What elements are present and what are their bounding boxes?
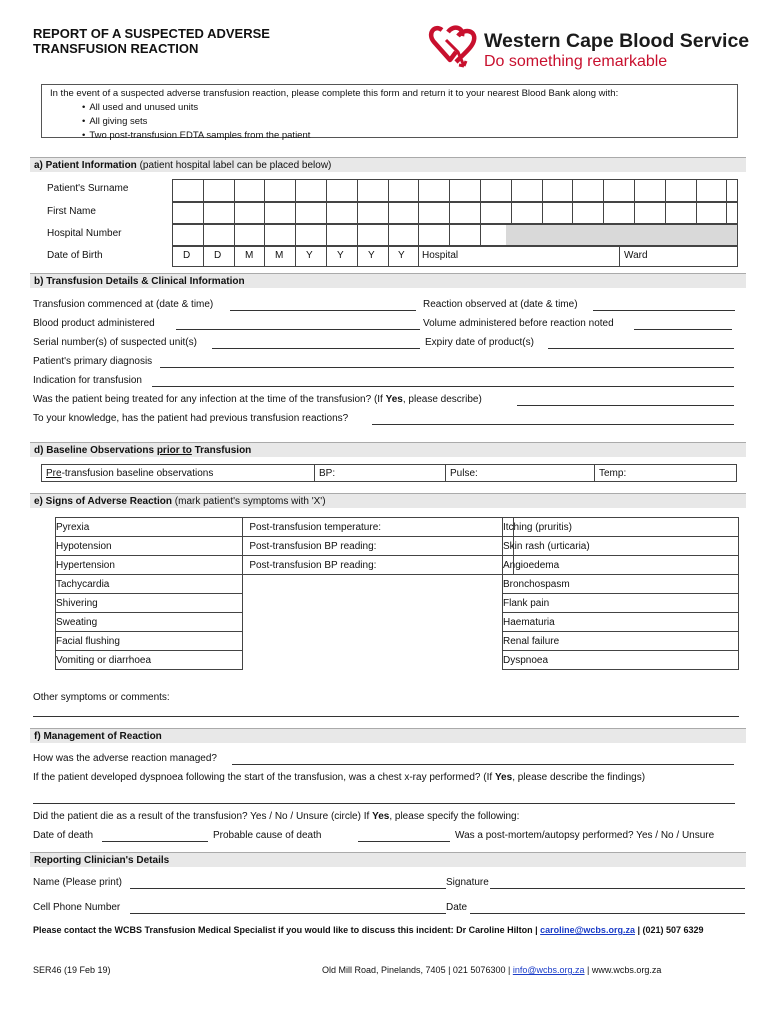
- contact-email-link[interactable]: caroline@wcbs.org.za: [540, 925, 635, 935]
- commenced-label: Transfusion commenced at (date & time): [33, 299, 214, 310]
- volume-field[interactable]: [634, 329, 732, 330]
- symptom-haematuria[interactable]: Haematuria: [503, 613, 739, 632]
- reaction-observed-label: Reaction observed at (date & time): [423, 299, 578, 310]
- previous-reactions-label: To your knowledge, has the patient had previous transfusion reactions?: [33, 413, 349, 424]
- bp-field[interactable]: BP:: [315, 465, 446, 482]
- symptoms-table-right: [502, 517, 739, 670]
- symptom-pyrexia[interactable]: Pyrexia: [56, 518, 243, 537]
- signature-label: Signature: [446, 877, 489, 888]
- commenced-field[interactable]: [230, 310, 416, 311]
- section-d-header: d) Baseline Observations prior to Transfusion: [30, 442, 746, 457]
- symptom-hypotension[interactable]: Hypotension: [56, 537, 243, 556]
- list-item: • All giving sets: [82, 115, 729, 129]
- indication-label: Indication for transfusion: [33, 375, 142, 386]
- signature-field[interactable]: [490, 888, 745, 889]
- symptom-angioedema[interactable]: Angioedema: [503, 556, 739, 575]
- footer-address: Old Mill Road, Pinelands, 7405 | 021 5076300 | info@wcbs.org.za | www.wcbs.org.za: [322, 965, 662, 975]
- section-f-header: f) Management of Reaction: [30, 728, 746, 743]
- previous-reactions-field[interactable]: [372, 424, 734, 425]
- expiry-field[interactable]: [548, 348, 734, 349]
- section-e-header: e) Signs of Adverse Reaction (mark patient's symptoms with 'X'): [30, 493, 746, 508]
- ward-label: Ward: [624, 250, 648, 261]
- date-of-death-label: Date of death: [33, 830, 94, 841]
- blood-product-field[interactable]: [176, 329, 420, 330]
- blood-product-label: Blood product administered: [33, 318, 155, 329]
- dob-cells: D D M M Y Y Y Y: [183, 250, 405, 261]
- diagnosis-label: Patient's primary diagnosis: [33, 356, 153, 367]
- pulse-field[interactable]: Pulse:: [446, 465, 595, 482]
- symptom-tachycardia[interactable]: Tachycardia: [56, 575, 243, 594]
- temp-field[interactable]: Temp:: [595, 465, 737, 482]
- contact-line: Please contact the WCBS Transfusion Medical Specialist if you would like to discuss this incident: Dr Caroline Hilton | caroline@wcbs.org.za | (021) 507 6329: [33, 925, 704, 935]
- list-item: • Two post-transfusion EDTA samples from the patient: [82, 129, 729, 143]
- form-code: SER46 (19 Feb 19): [33, 965, 111, 975]
- first-name-label: First Name: [47, 206, 96, 217]
- symptom-hypertension[interactable]: Hypertension: [56, 556, 243, 575]
- symptom-renal-failure[interactable]: Renal failure: [503, 632, 739, 651]
- symptom-bronchospasm[interactable]: Bronchospasm: [503, 575, 739, 594]
- indication-field[interactable]: [152, 386, 734, 387]
- baseline-observations-table: Pre-transfusion baseline observations BP: Pulse: Temp:: [41, 464, 737, 482]
- symptom-skin-rash[interactable]: Skin rash (urticaria): [503, 537, 739, 556]
- heart-logo-icon: [428, 22, 482, 72]
- reaction-observed-field[interactable]: [593, 310, 735, 311]
- surname-label: Patient's Surname: [47, 183, 129, 194]
- symptom-vomiting[interactable]: Vomiting or diarrhoea: [56, 651, 243, 670]
- hospital-label: Hospital: [422, 250, 459, 261]
- diagnosis-field[interactable]: [160, 367, 734, 368]
- cell-label: Cell Phone Number: [33, 902, 121, 913]
- expiry-label: Expiry date of product(s): [425, 337, 534, 348]
- postmortem-label: Was a post-mortem/autopsy performed? Yes / No / Unsure: [455, 830, 715, 841]
- volume-label: Volume administered before reaction noted: [423, 318, 614, 329]
- cause-field[interactable]: [358, 841, 450, 842]
- managed-field[interactable]: [232, 764, 734, 765]
- serial-field[interactable]: [212, 348, 420, 349]
- symptom-facial-flushing[interactable]: Facial flushing: [56, 632, 243, 651]
- infection-field[interactable]: [517, 405, 734, 406]
- date-label: Date: [446, 902, 468, 913]
- cell-field[interactable]: [130, 913, 446, 914]
- symptom-flank-pain[interactable]: Flank pain: [503, 594, 739, 613]
- name-field[interactable]: [130, 888, 446, 889]
- clinician-header: Reporting Clinician's Details: [30, 852, 746, 867]
- other-symptoms-label: Other symptoms or comments:: [33, 692, 170, 703]
- date-field[interactable]: [470, 913, 745, 914]
- symptom-sweating[interactable]: Sweating: [56, 613, 243, 632]
- died-label: Did the patient die as a result of the transfusion? Yes / No / Unsure (circle) If Yes, please specify the following:: [33, 811, 520, 822]
- infection-label: Was the patient being treated for any infection at the time of the transfusion? (If Yes, please describe): [33, 394, 482, 405]
- symptom-itching[interactable]: Itching (pruritis): [503, 518, 739, 537]
- serial-label: Serial number(s) of suspected unit(s): [33, 337, 197, 348]
- managed-label: How was the adverse reaction managed?: [33, 753, 217, 764]
- other-symptoms-field[interactable]: [33, 716, 739, 717]
- xray-label: If the patient developed dyspnoea following the start of the transfusion, was a chest x-ray performed? (If Yes, please describe the findings): [33, 772, 646, 783]
- dob-label: Date of Birth: [47, 250, 103, 261]
- xray-field[interactable]: [33, 803, 735, 804]
- form-title: REPORT OF A SUSPECTED ADVERSE TRANSFUSION REACTION: [33, 26, 270, 56]
- hospital-number-label: Hospital Number: [47, 228, 122, 239]
- list-item: • All used and unused units: [82, 101, 729, 115]
- footer-email-link[interactable]: info@wcbs.org.za: [512, 965, 585, 975]
- date-of-death-field[interactable]: [102, 841, 208, 842]
- section-a-header: a) Patient Information (patient hospital label can be placed below): [30, 157, 746, 172]
- wcbs-logo: Western Cape Blood Service Do something remarkable: [428, 22, 750, 74]
- cause-label: Probable cause of death: [213, 830, 322, 841]
- name-label: Name (Please print): [33, 877, 122, 888]
- section-b-header: b) Transfusion Details & Clinical Information: [30, 273, 746, 288]
- instructions-box: In the event of a suspected adverse transfusion reaction, please complete this form and return it to your nearest Blood Bank along with: • All used and unused units • All giving sets • Two post-transfusion EDTA samples from the patient: [41, 84, 738, 138]
- instructions-list: [50, 101, 729, 143]
- symptoms-table-left: Pyrexia Post-transfusion temperature: Hypotension Post-transfusion BP reading: Hypertension Post-transfusion BP reading: Tachycardia Shivering Sweating Facial flushing Vomiting or diarrhoea: [55, 517, 514, 670]
- symptom-dyspnoea[interactable]: Dyspnoea: [503, 651, 739, 670]
- symptom-shivering[interactable]: Shivering: [56, 594, 243, 613]
